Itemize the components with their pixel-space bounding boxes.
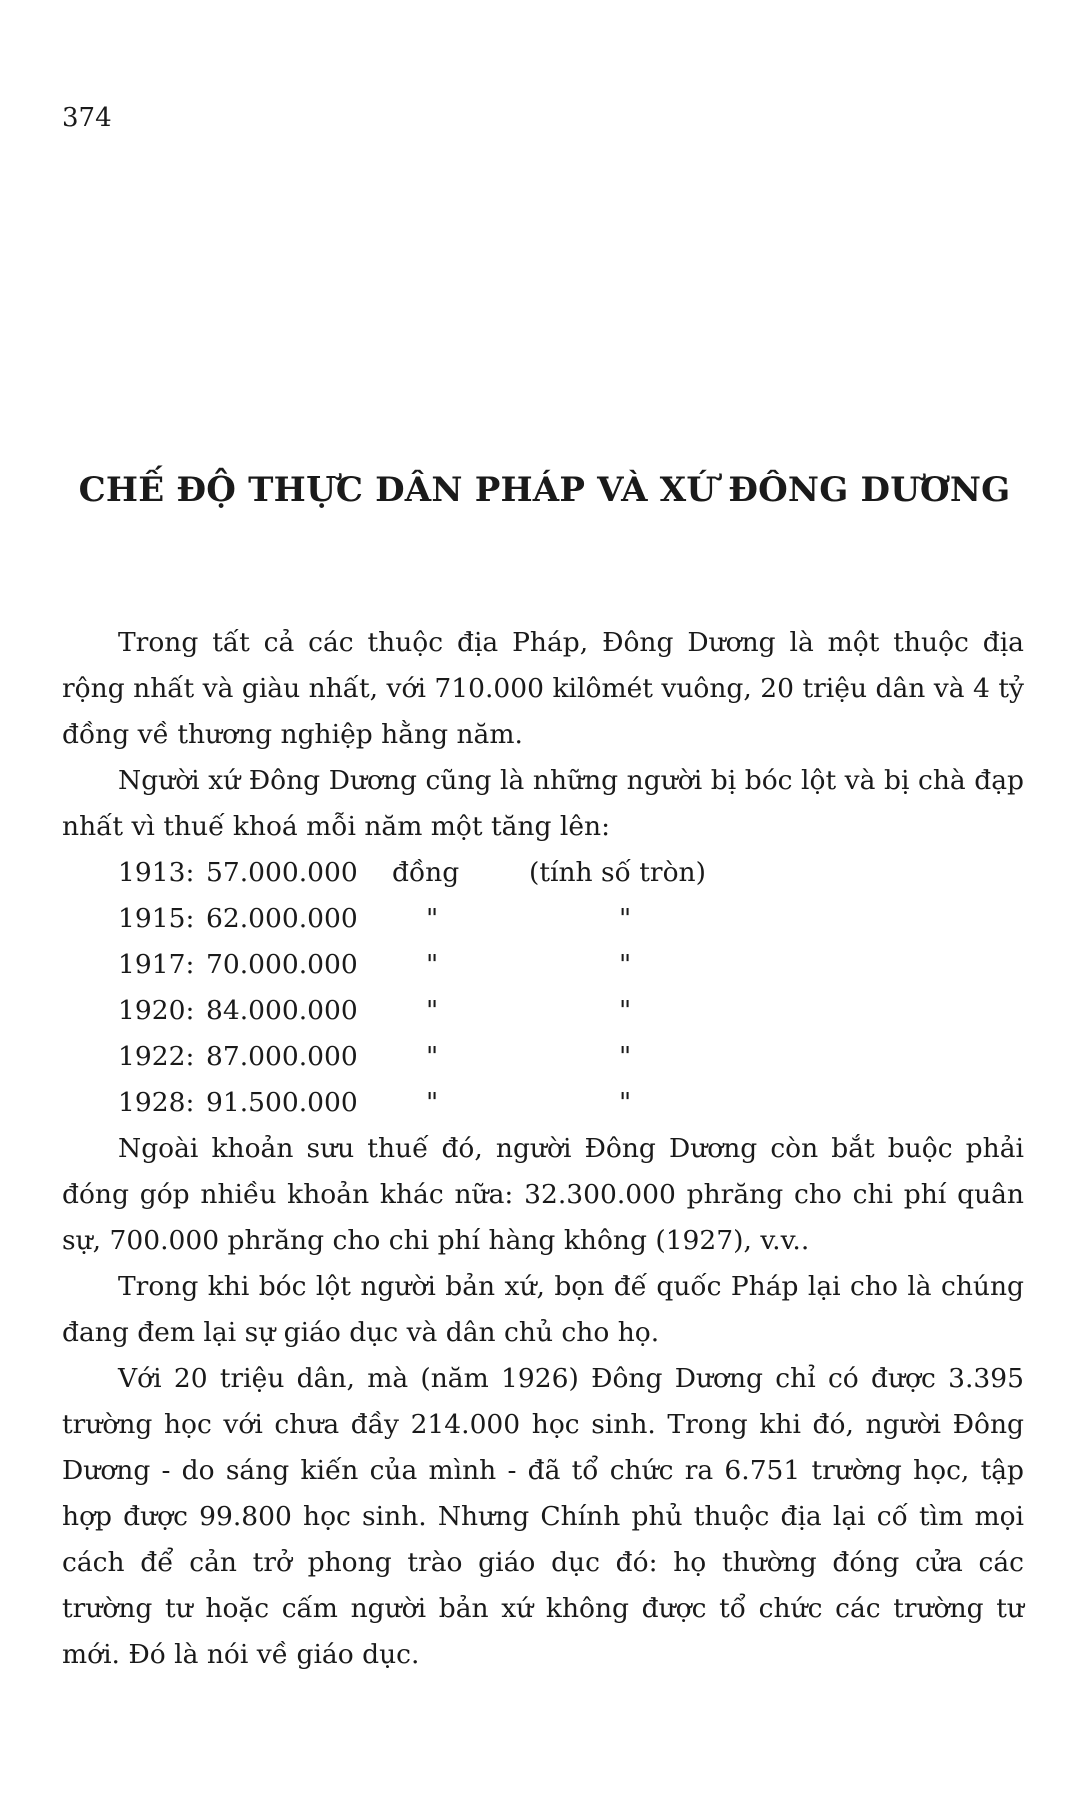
tax-year: 1928: (118, 1087, 195, 1118)
table-row (118, 988, 1024, 1034)
paragraph-1: Trong tất cả các thuộc địa Pháp, Đông Dương là một thuộc địa rộng nhất và giàu nhất, với 710.000 kilômét vuông, 20 triệu dân và 4 tỷ đồng về thương nghiệp hằng năm. (62, 627, 1024, 750)
tax-year: 1922: (118, 1041, 195, 1072)
paragraph-2: Người xứ Đông Dương cũng là những người bị bóc lột và bị chà đạp nhất vì thuế khoá mỗi năm một tăng lên: (62, 765, 1024, 842)
table-row (118, 896, 1024, 942)
tax-unit: " (426, 995, 439, 1026)
paragraph-4: Trong khi bóc lột người bản xứ, bọn đế quốc Pháp lại cho là chúng đang đem lại sự giáo dục và dân chủ cho họ. (62, 1271, 1024, 1348)
tax-amount: 84.000.000 (206, 995, 358, 1026)
tax-unit: " (426, 903, 439, 934)
tax-revenue-table (118, 850, 1024, 1126)
chapter-title: CHẾ ĐỘ THỰC DÂN PHÁP VÀ XỨ ĐÔNG DƯƠNG (78, 470, 1011, 510)
tax-amount: 57.000.000 (206, 857, 358, 888)
tax-note: " (619, 1041, 632, 1072)
body-text (62, 620, 1024, 1678)
tax-note: " (619, 949, 632, 980)
tax-unit: " (426, 1041, 439, 1072)
table-row (118, 942, 1024, 988)
tax-amount: 87.000.000 (206, 1041, 358, 1072)
tax-amount: 70.000.000 (206, 949, 358, 980)
tax-note: " (619, 903, 632, 934)
tax-unit: đồng (392, 857, 460, 888)
table-row (118, 1080, 1024, 1126)
table-row (118, 850, 1024, 896)
page-number: 374 (62, 103, 112, 133)
tax-year: 1920: (118, 995, 195, 1026)
paragraph-5: Với 20 triệu dân, mà (năm 1926) Đông Dương chỉ có được 3.395 trường học với chưa đầy 214.000 học sinh. Trong khi đó, người Đông Dương - do sáng kiến của mình - đã tổ chức ra 6.751 trường học, tập hợp được 99.800 học sinh. Nhưng Chính phủ thuộc địa lại cố tìm mọi cách để cản trở phong trào giáo dục đó: họ thường đóng cửa các trường tư hoặc cấm người bản xứ không được tổ chức các trường tư mới. Đó là nói về giáo dục. (62, 1363, 1024, 1670)
tax-amount: 62.000.000 (206, 903, 358, 934)
tax-year: 1917: (118, 949, 195, 980)
paragraph-3: Ngoài khoản sưu thuế đó, người Đông Dương còn bắt buộc phải đóng góp nhiều khoản khác nữa: 32.300.000 phrăng cho chi phí quân sự, 700.000 phrăng cho chi phí hàng không (1927), v.v.. (62, 1133, 1024, 1256)
tax-note: " (619, 995, 632, 1026)
tax-amount: 91.500.000 (206, 1087, 358, 1118)
tax-year: 1913: (118, 857, 195, 888)
tax-unit: " (426, 949, 439, 980)
tax-note: " (619, 1087, 632, 1118)
tax-unit: " (426, 1087, 439, 1118)
tax-note: (tính số tròn) (529, 857, 706, 888)
table-row (118, 1034, 1024, 1080)
tax-year: 1915: (118, 903, 195, 934)
